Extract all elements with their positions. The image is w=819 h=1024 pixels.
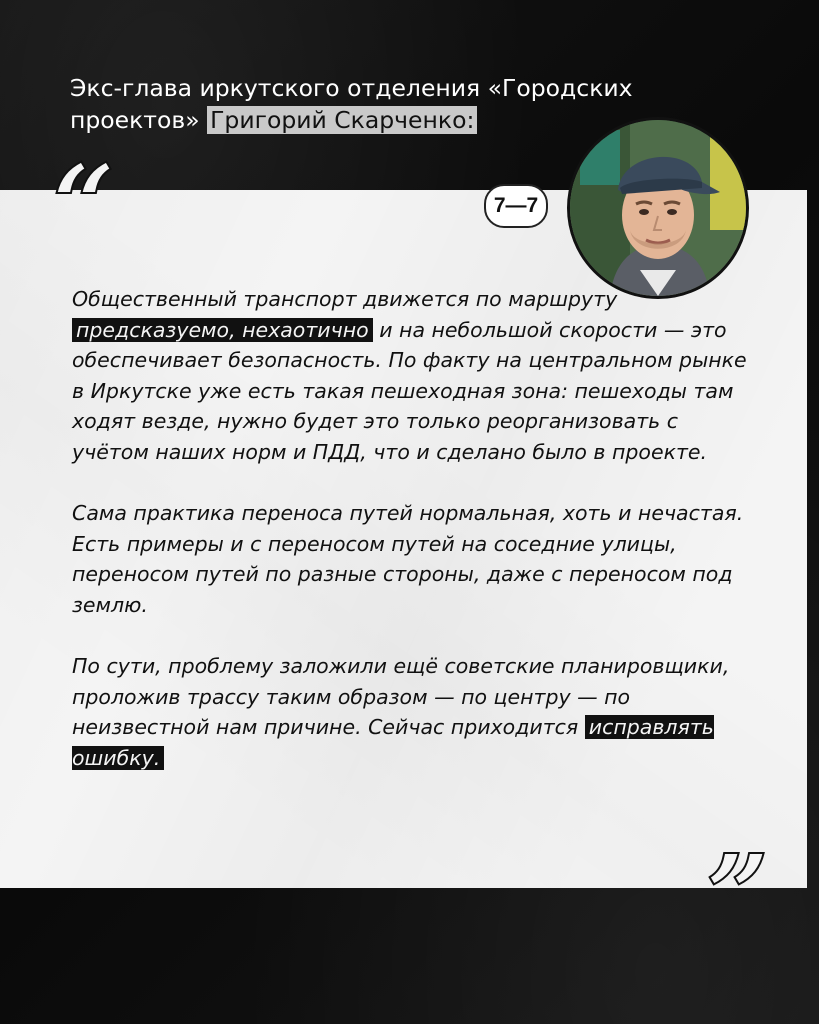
speaker-name: Григорий Скарченко: (207, 106, 477, 134)
header-title (70, 72, 690, 136)
header-lead: Экс-глава иркутского отделения «Городских проектов» (70, 74, 633, 134)
avatar-portrait-icon (570, 120, 746, 296)
quote-paragraph-1 (72, 284, 752, 467)
highlight-fix-mistake: исправлять ошибку. (72, 715, 714, 770)
quote-body (72, 284, 752, 804)
open-quote-icon: “ (52, 140, 116, 269)
avatar (567, 117, 749, 299)
quote-paragraph-2: Сама практика переноса путей нормальная, хоть и нечастая. Есть примеры и с переносом путей на соседние улицы, переносом путей по разные стороны, даже с переносом под землю. (72, 501, 744, 617)
quote-p1-text-a: Общественный транспорт движется по маршруту (72, 287, 618, 311)
highlight-predictable: предсказуемо, нехаотично (72, 318, 373, 342)
close-quote-icon: ” (706, 830, 770, 959)
brand-badge: 7—7 (484, 184, 548, 228)
quote-p3-text-a: По сути, проблему заложили ещё советские планировщики, проложив трассу таким образом — по центру — по неизвестной нам причине. Сейчас приходится (72, 654, 730, 739)
quote-p1-text-b: и на небольшой скорости — это обеспечивает безопасность. По факту на центральном рынке в Иркутске уже есть такая пешеходная зона: пешеходы там ходят везде, нужно будет это только реорганизовать с учётом наших норм и ПДД, что и сделано было в проекте. (72, 317, 747, 464)
quote-paragraph-3 (72, 651, 752, 773)
